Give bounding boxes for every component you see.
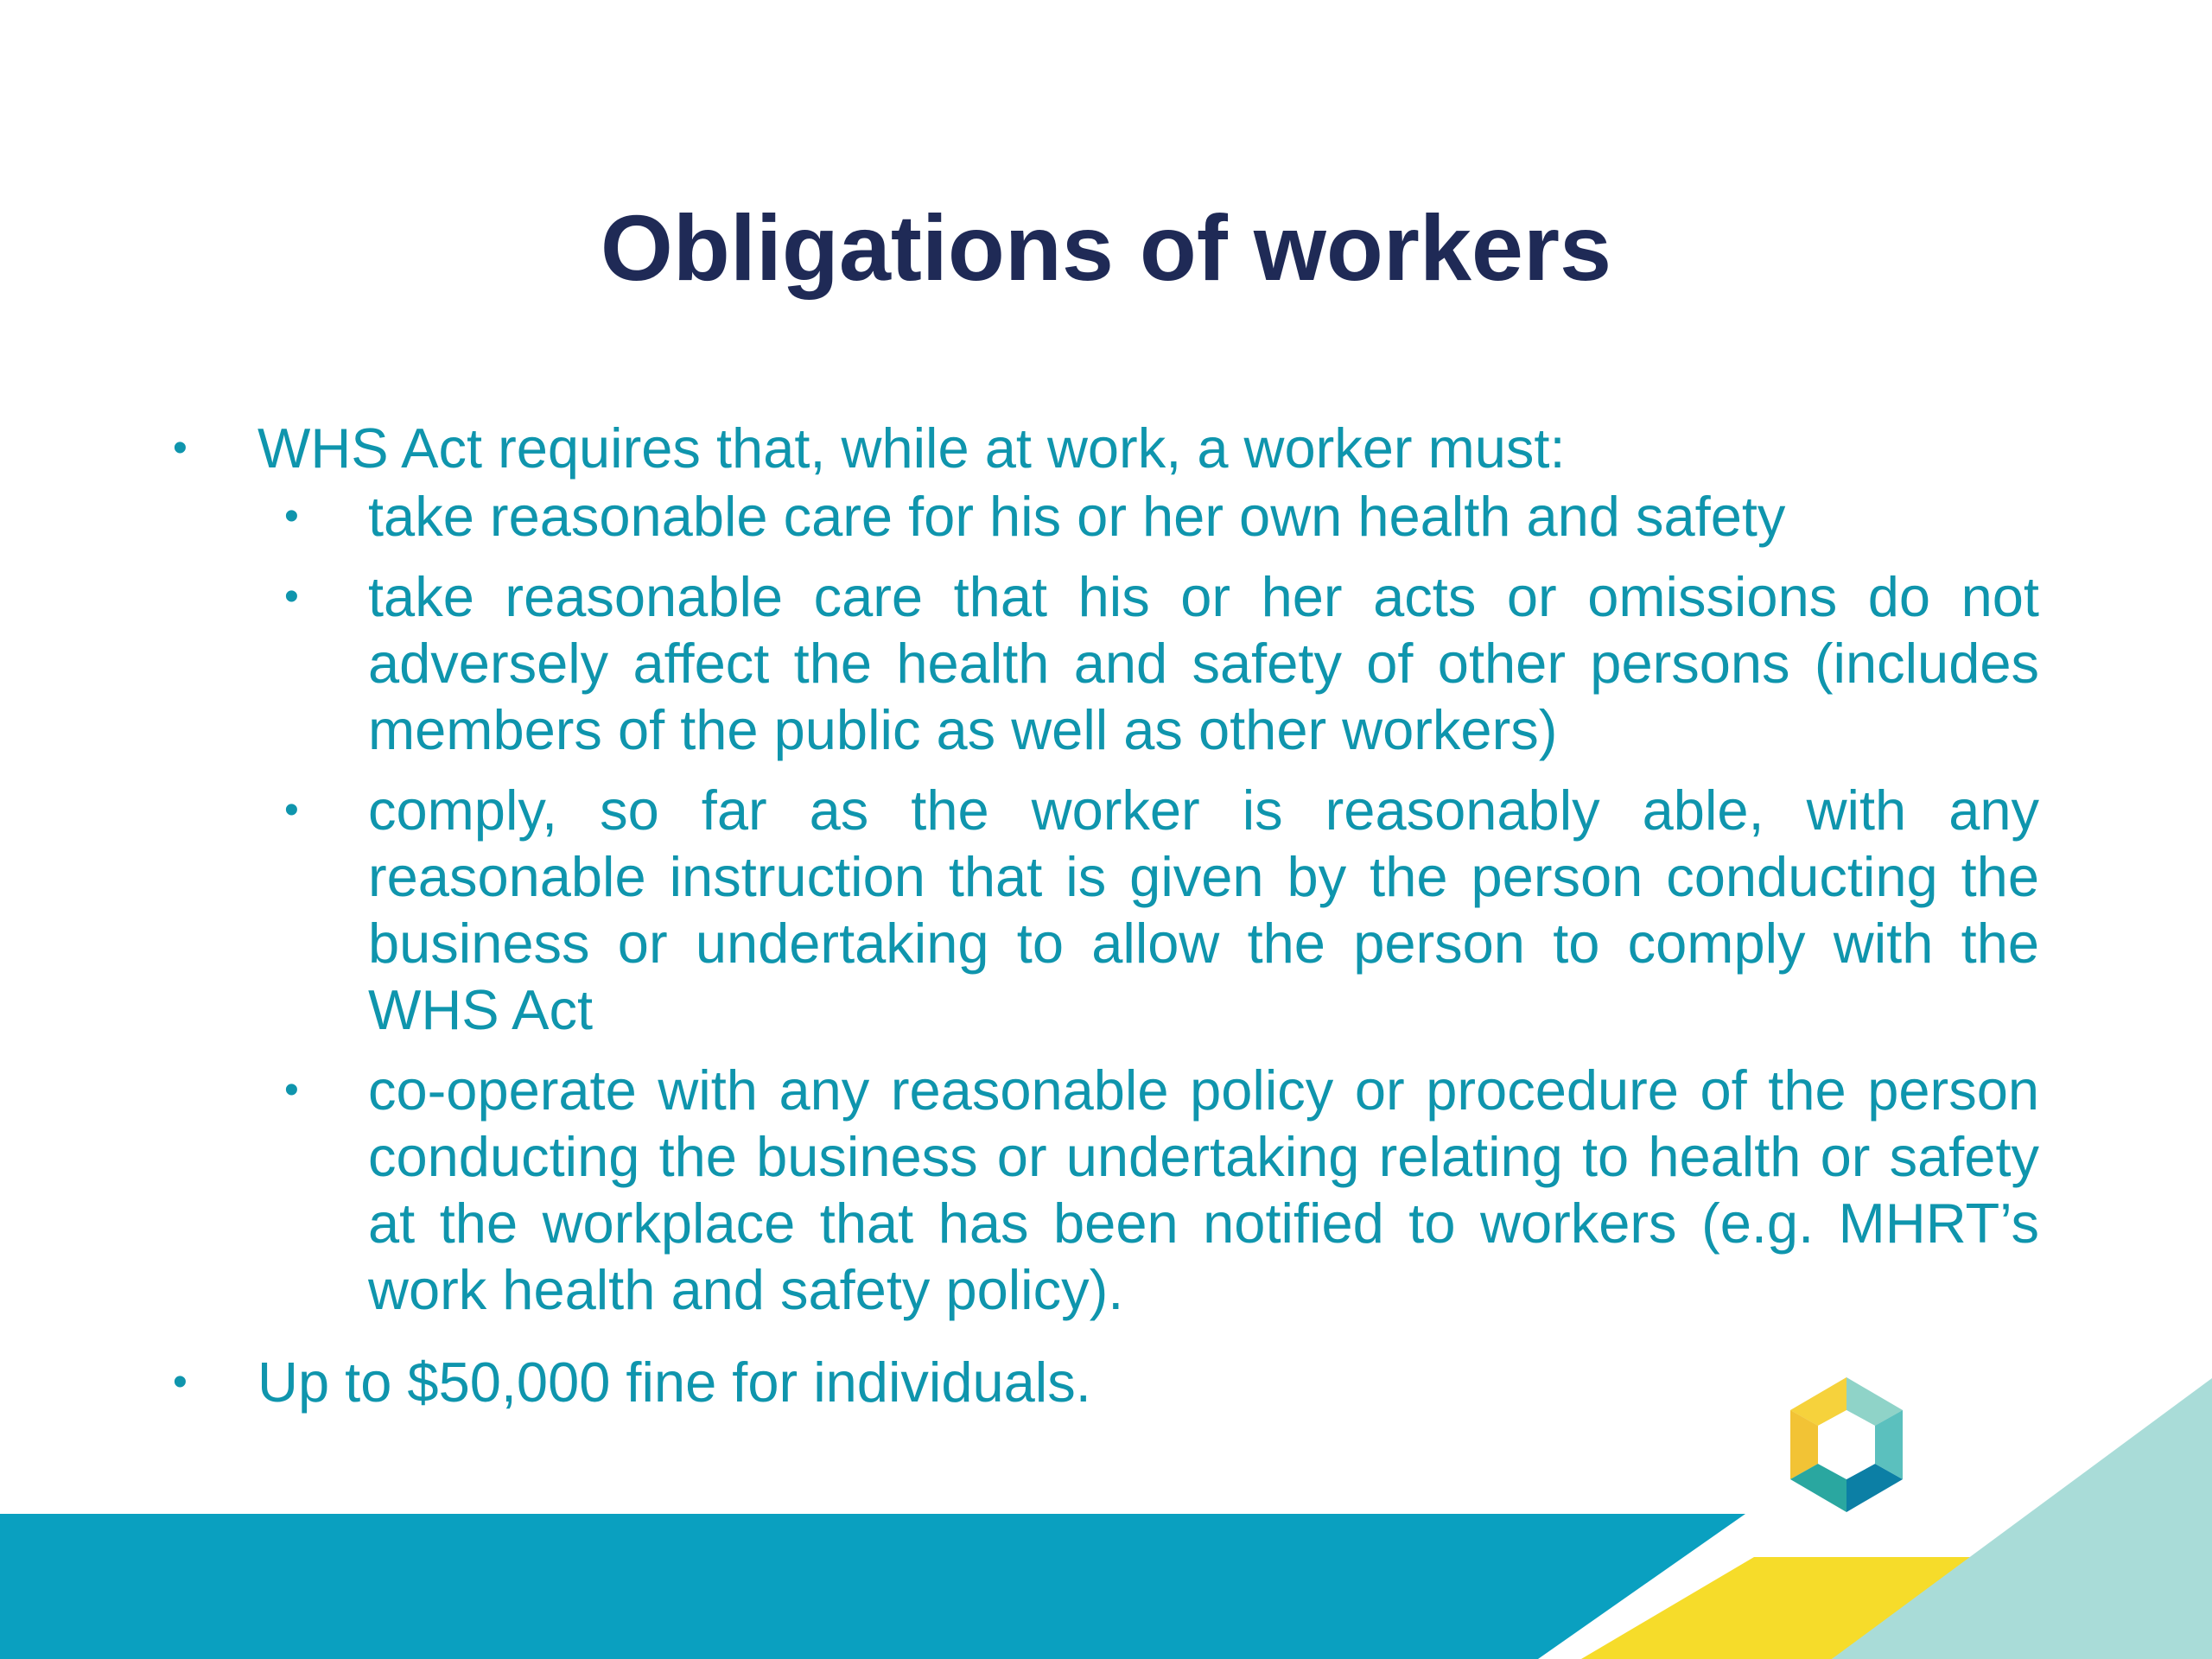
bullet-dot: • [284, 574, 299, 620]
sub-bullet-item [164, 563, 2039, 763]
blue-band [0, 1514, 1745, 1659]
bullet-text: WHS Act requires that, while at work, a worker must: [257, 416, 1566, 480]
hexagon-logo-icon [1782, 1376, 1911, 1514]
bullet-item [164, 415, 2039, 481]
sub-bullet-list [164, 483, 2039, 1323]
bullet-dot: • [173, 1359, 188, 1405]
sub-bullet-text: comply, so far as the worker is reasonably able, with any reasonable instruction that is given by the person conducting the business or undertaking to allow the person to comply with the WHS Act [368, 779, 2039, 1041]
bullet-dot: • [284, 1067, 299, 1113]
sub-bullet-item [164, 1057, 2039, 1323]
bullet-text: Up to $50,000 fine for individuals. [257, 1351, 1091, 1414]
sub-bullet-text: co-operate with any reasonable policy or procedure of the person conducting the business or undertaking relating to health or safety at the workplace that has been notified to workers (e.g. MHRT’s work health and safety policy). [368, 1058, 2039, 1321]
bullet-dot: • [173, 425, 188, 471]
sub-bullet-item [164, 483, 2039, 550]
sub-bullet-item [164, 777, 2039, 1043]
bullet-item [164, 1349, 2039, 1415]
slide-title: Obligations of workers [600, 195, 1612, 300]
bullet-list [164, 415, 2039, 1415]
sub-bullet-text: take reasonable care that his or her acts or omissions do not adversely affect the health and safety of other persons (includes members of the public as well as other workers) [368, 565, 2039, 761]
bullet-dot: • [284, 787, 299, 833]
sub-bullet-text: take reasonable care for his or her own health and safety [368, 485, 1786, 548]
bullet-dot: • [284, 493, 299, 539]
